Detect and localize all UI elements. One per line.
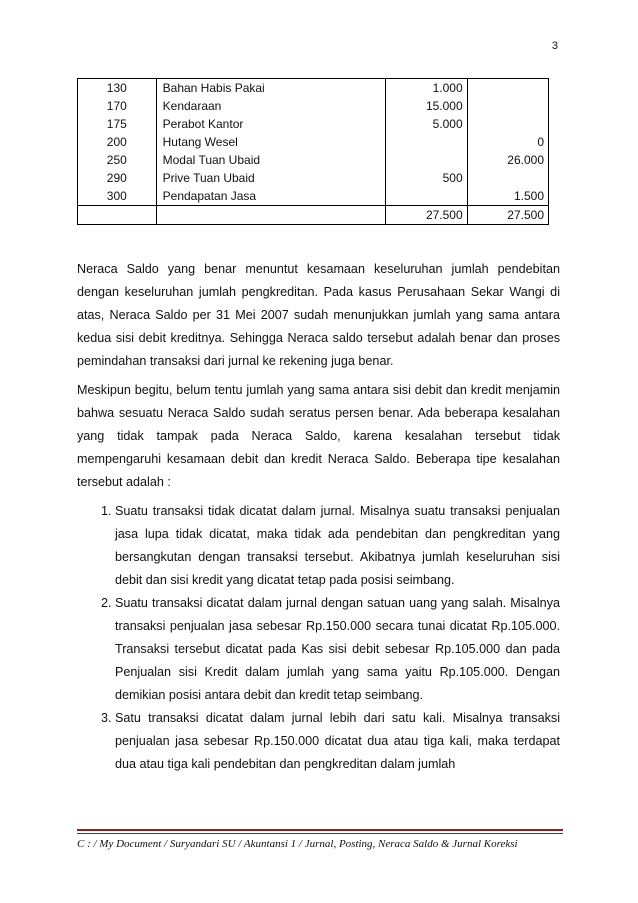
credit-cell: 0 — [467, 133, 548, 151]
empty-cell — [156, 206, 386, 225]
debit-cell — [386, 151, 467, 169]
account-name: Modal Tuan Ubaid — [156, 151, 386, 169]
credit-cell — [467, 115, 548, 133]
debit-cell: 15.000 — [386, 97, 467, 115]
list-item: 3. Satu transaksi dicatat dalam jurnal lebih dari satu kali. Misalnya transaksi penjualan jasa sebesar Rp.150.000 dicatat dua atau tiga kali, maka terdapat dua atau tiga kali pendebitan dan pengkreditan dalam jumlah — [115, 707, 560, 776]
account-code: 200 — [78, 133, 157, 151]
account-code: 250 — [78, 151, 157, 169]
list-item: 1. Suatu transaksi tidak dicatat dalam jurnal. Misalnya suatu transaksi penjualan jasa lupa tidak dicatat, maka tidak ada pendebitan dan pengkreditan yang bersangkutan dengan transaksi tersebut. Akibatnya jumlah keseluruhan sisi debit dan sisi kredit yang dicatat tetap pada posisi seimbang. — [115, 500, 560, 592]
credit-cell — [467, 97, 548, 115]
paragraph: Meskipun begitu, belum tentu jumlah yang sama antara sisi debit dan kredit menjamin bahwa sesuatu Neraca Saldo sudah seratus persen benar. Ada beberapa kesalahan yang tidak tampak pada Neraca Saldo, karena kesalahan tersebut tidak mempengaruhi kesamaan debit dan kredit Neraca Saldo. Beberapa tipe kesalahan tersebut adalah : — [77, 383, 560, 489]
total-debit: 27.500 — [386, 206, 467, 225]
account-name: Kendaraan — [156, 97, 386, 115]
account-name: Prive Tuan Ubaid — [156, 169, 386, 187]
debit-cell — [386, 133, 467, 151]
totals-row — [78, 206, 549, 225]
account-name: Perabot Kantor — [156, 115, 386, 133]
debit-cell — [386, 187, 467, 206]
footer-path: C : / My Document / Suryandari SU / Akuntansi 1 / Jurnal, Posting, Neraca Saldo & Jurnal Koreksi — [77, 838, 518, 850]
page-number: 3 — [551, 40, 558, 52]
account-code: 130 — [78, 79, 157, 98]
account-code: 175 — [78, 115, 157, 133]
table-row — [78, 169, 549, 187]
table-row — [78, 187, 549, 206]
table-row — [78, 151, 549, 169]
error-types-list — [77, 500, 560, 776]
footer-divider — [77, 829, 563, 831]
trial-balance-table — [77, 78, 549, 225]
list-item: 2. Suatu transaksi dicatat dalam jurnal dengan satuan uang yang salah. Misalnya transaksi penjualan jasa sebesar Rp.150.000 secara tunai dicatat Rp.105.000. Transaksi tersebut dicatat pada Kas sisi debit sebesar Rp.105.000 dan pada Penjualan sisi Kredit dalam jumlah yang sama yaitu Rp.105.000. Dengan demikian posisi antara debit dan kredit tetap seimbang. — [115, 592, 560, 707]
account-name: Hutang Wesel — [156, 133, 386, 151]
account-name: Bahan Habis Pakai — [156, 79, 386, 98]
debit-cell: 500 — [386, 169, 467, 187]
table-row — [78, 97, 549, 115]
debit-cell: 5.000 — [386, 115, 467, 133]
table-row — [78, 133, 549, 151]
footer-divider-thin — [77, 833, 563, 834]
paragraph: Neraca Saldo yang benar menuntut kesamaan keseluruhan jumlah pendebitan dengan keseluruhan jumlah pengkreditan. Pada kasus Perusahaan Sekar Wangi di atas, Neraca Saldo per 31 Mei 2007 sudah menunjukkan jumlah yang sama antara kedua sisi debit kreditnya. Sehingga Neraca saldo tersebut adalah benar dan proses pemindahan transaksi dari jurnal ke rekening juga benar. — [77, 262, 560, 368]
credit-cell — [467, 169, 548, 187]
credit-cell: 1.500 — [467, 187, 548, 206]
account-code: 170 — [78, 97, 157, 115]
body-text — [77, 258, 560, 776]
empty-cell — [78, 206, 157, 225]
debit-cell: 1.000 — [386, 79, 467, 98]
table-row — [78, 115, 549, 133]
account-code: 290 — [78, 169, 157, 187]
credit-cell — [467, 79, 548, 98]
account-name: Pendapatan Jasa — [156, 187, 386, 206]
total-credit: 27.500 — [467, 206, 548, 225]
credit-cell: 26.000 — [467, 151, 548, 169]
table-row — [78, 79, 549, 98]
account-code: 300 — [78, 187, 157, 206]
